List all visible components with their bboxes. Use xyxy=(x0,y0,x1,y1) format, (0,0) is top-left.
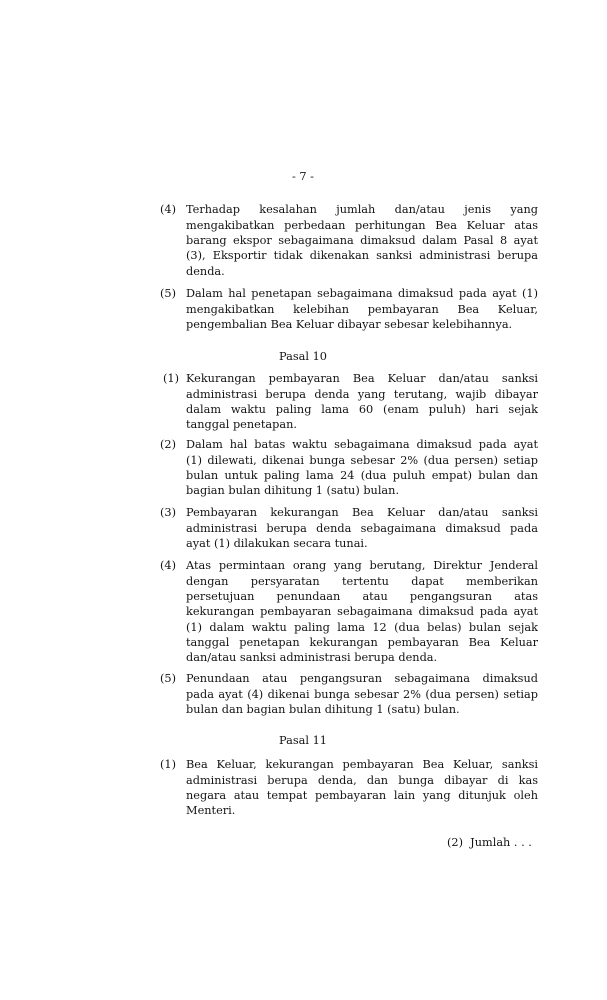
text-line: denda. xyxy=(186,264,225,278)
text-line: (1) dalam waktu paling lama 12 (dua belas) bulan sejak xyxy=(186,620,538,634)
text-line: tanggal penetapan. xyxy=(186,418,297,432)
continuation-catchword: (2) Jumlah . . . xyxy=(447,836,532,849)
text-line: (3), Eksportir tidak dikenakan sanksi administrasi berupa xyxy=(186,249,538,263)
text-line: bulan untuk paling lama 24 (dua puluh empat) bulan dan xyxy=(186,468,538,482)
text-line: pengembalian Bea Keluar dibayar sebesar kelebihannya. xyxy=(186,317,513,331)
pasal-11-heading: Pasal 11 xyxy=(279,734,327,748)
text-line: administrasi berupa denda, dan bunga dibayar di kas xyxy=(186,773,538,787)
ayat-marker: (4) xyxy=(160,203,177,217)
text-line: bulan dan bagian bulan dihitung 1 (satu) bulan. xyxy=(186,702,460,716)
ayat-marker: (1) xyxy=(160,758,177,772)
text-line: (1) dilewati, dikenai bunga sebesar 2% (dua persen) setiap xyxy=(186,453,538,467)
text-line: negara atau tempat pembayaran lain yang ditunjuk oleh xyxy=(186,788,538,802)
text-line: kekurangan pembayaran sebagaimana dimaksud pada ayat xyxy=(186,605,538,619)
text-line: Terhadap kesalahan jumlah dan/atau jenis yang xyxy=(186,203,538,217)
ayat-text xyxy=(186,437,538,498)
ayat-marker: (3) xyxy=(160,506,177,520)
text-line: Dalam hal batas waktu sebagaimana dimaksud pada ayat xyxy=(186,438,538,452)
text-line: barang ekspor sebagaimana dimaksud dalam Pasal 8 ayat xyxy=(186,233,538,247)
page-number: - 7 - xyxy=(291,170,314,183)
ayat-text xyxy=(186,505,538,551)
pasal-10-heading: Pasal 10 xyxy=(279,350,327,364)
text-line: bagian bulan dihitung 1 (satu) bulan. xyxy=(186,484,400,498)
ayat-text xyxy=(186,286,538,332)
text-line: Dalam hal penetapan sebagaimana dimaksud pada ayat (1) xyxy=(186,287,538,301)
ayat-marker: (1) xyxy=(163,372,180,386)
text-line: mengakibatkan kelebihan pembayaran Bea Keluar, xyxy=(186,302,538,316)
ayat-text xyxy=(186,671,538,717)
text-line: Penundaan atau pengangsuran sebagaimana dimaksud xyxy=(186,672,538,686)
text-line: Bea Keluar, kekurangan pembayaran Bea Keluar, sanksi xyxy=(186,758,538,772)
ayat-text xyxy=(186,558,538,665)
text-line: tanggal penetapan kekurangan pembayaran Bea Keluar xyxy=(186,635,538,649)
text-line: pada ayat (4) dikenai bunga sebesar 2% (dua persen) setiap xyxy=(186,687,538,701)
ayat-text xyxy=(186,202,538,278)
text-line: Pembayaran kekurangan Bea Keluar dan/atau sanksi xyxy=(186,506,538,520)
text-line: dalam waktu paling lama 60 (enam puluh) hari sejak xyxy=(186,402,538,416)
ayat-marker: (2) xyxy=(160,438,177,452)
text-line: Kekurangan pembayaran Bea Keluar dan/atau sanksi xyxy=(186,372,538,386)
text-line: persetujuan penundaan atau pengangsuran atas xyxy=(186,589,538,603)
ayat-marker: (5) xyxy=(160,672,177,686)
ayat-text xyxy=(186,757,538,818)
text-line: Menteri. xyxy=(186,804,236,818)
text-line: Atas permintaan orang yang berutang, Direktur Jenderal xyxy=(186,559,538,573)
text-line: dan/atau sanksi administrasi berupa denda. xyxy=(186,651,438,665)
text-line: ayat (1) dilakukan secara tunai. xyxy=(186,536,368,550)
text-line: administrasi berupa denda sebagaimana dimaksud pada xyxy=(186,521,538,535)
text-line: dengan persyaratan tertentu dapat memberikan xyxy=(186,574,538,588)
text-line: administrasi berupa denda yang terutang, wajib dibayar xyxy=(186,387,538,401)
text-line: mengakibatkan perbedaan perhitungan Bea Keluar atas xyxy=(186,218,538,232)
ayat-marker: (4) xyxy=(160,559,177,573)
ayat-marker: (5) xyxy=(160,287,177,301)
ayat-text xyxy=(186,371,538,432)
